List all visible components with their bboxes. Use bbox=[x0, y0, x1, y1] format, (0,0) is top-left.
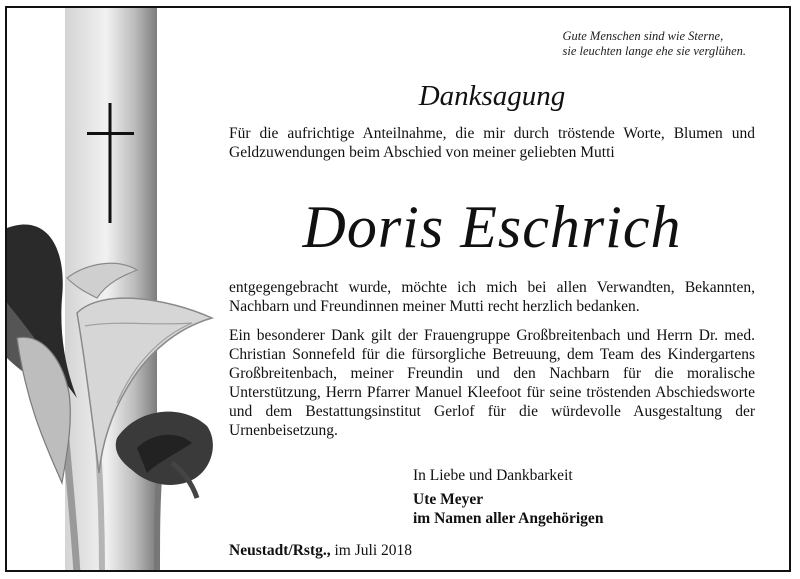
place-date-text: im Juli 2018 bbox=[334, 542, 413, 559]
heading: Danksagung bbox=[418, 80, 566, 112]
closing-phrase: In Liebe und Dankbarkeit bbox=[413, 467, 573, 484]
place-town: Neustadt/Rstg., bbox=[229, 542, 331, 559]
place-date bbox=[229, 542, 412, 560]
calla-lily-icon bbox=[7, 208, 227, 572]
signer-name: Ute Meyer bbox=[413, 491, 484, 508]
motto-line-2: sie leuchten lange ehe sie verglühen. bbox=[562, 44, 746, 58]
intro-text: Für die aufrichtige Anteilnahme, die mir durch tröstende Worte, Blumen und Geldzuwendungen beim Abschied von meiner geliebten Mutti bbox=[229, 125, 755, 161]
thanks-general-text: entgegengebracht wurde, möchte ich mich bei allen Verwandten, Bekannten, Nachbarn und Freundinnen meiner Mutti recht herzlich bedanken. bbox=[229, 279, 755, 315]
signer-on-behalf: im Namen aller Angehörigen bbox=[413, 510, 604, 527]
obituary-frame bbox=[5, 6, 791, 572]
motto-line-1: Gute Menschen sind wie Sterne, bbox=[562, 29, 724, 43]
motto bbox=[563, 29, 747, 59]
thanks-special-text: Ein besonderer Dank gilt der Frauengruppe Großbreitenbach und Herrn Dr. med. Christian Sonnefeld für die fürsorgliche Betreuung, dem Team des Kindergartens Großbreitenbach, meiner Freundin und den Nachbarn für die moralische Unterstützung, Herrn Pfarrer Manuel Kleefoot für seine tröstenden Abschiedsworte und dem Bestattungsinstitut Gerlof für die würdevolle Ausgestaltung der Urnenbeisetzung. bbox=[229, 327, 755, 439]
cross-icon bbox=[87, 103, 137, 225]
deceased-name: Doris Eschrich bbox=[302, 194, 682, 260]
